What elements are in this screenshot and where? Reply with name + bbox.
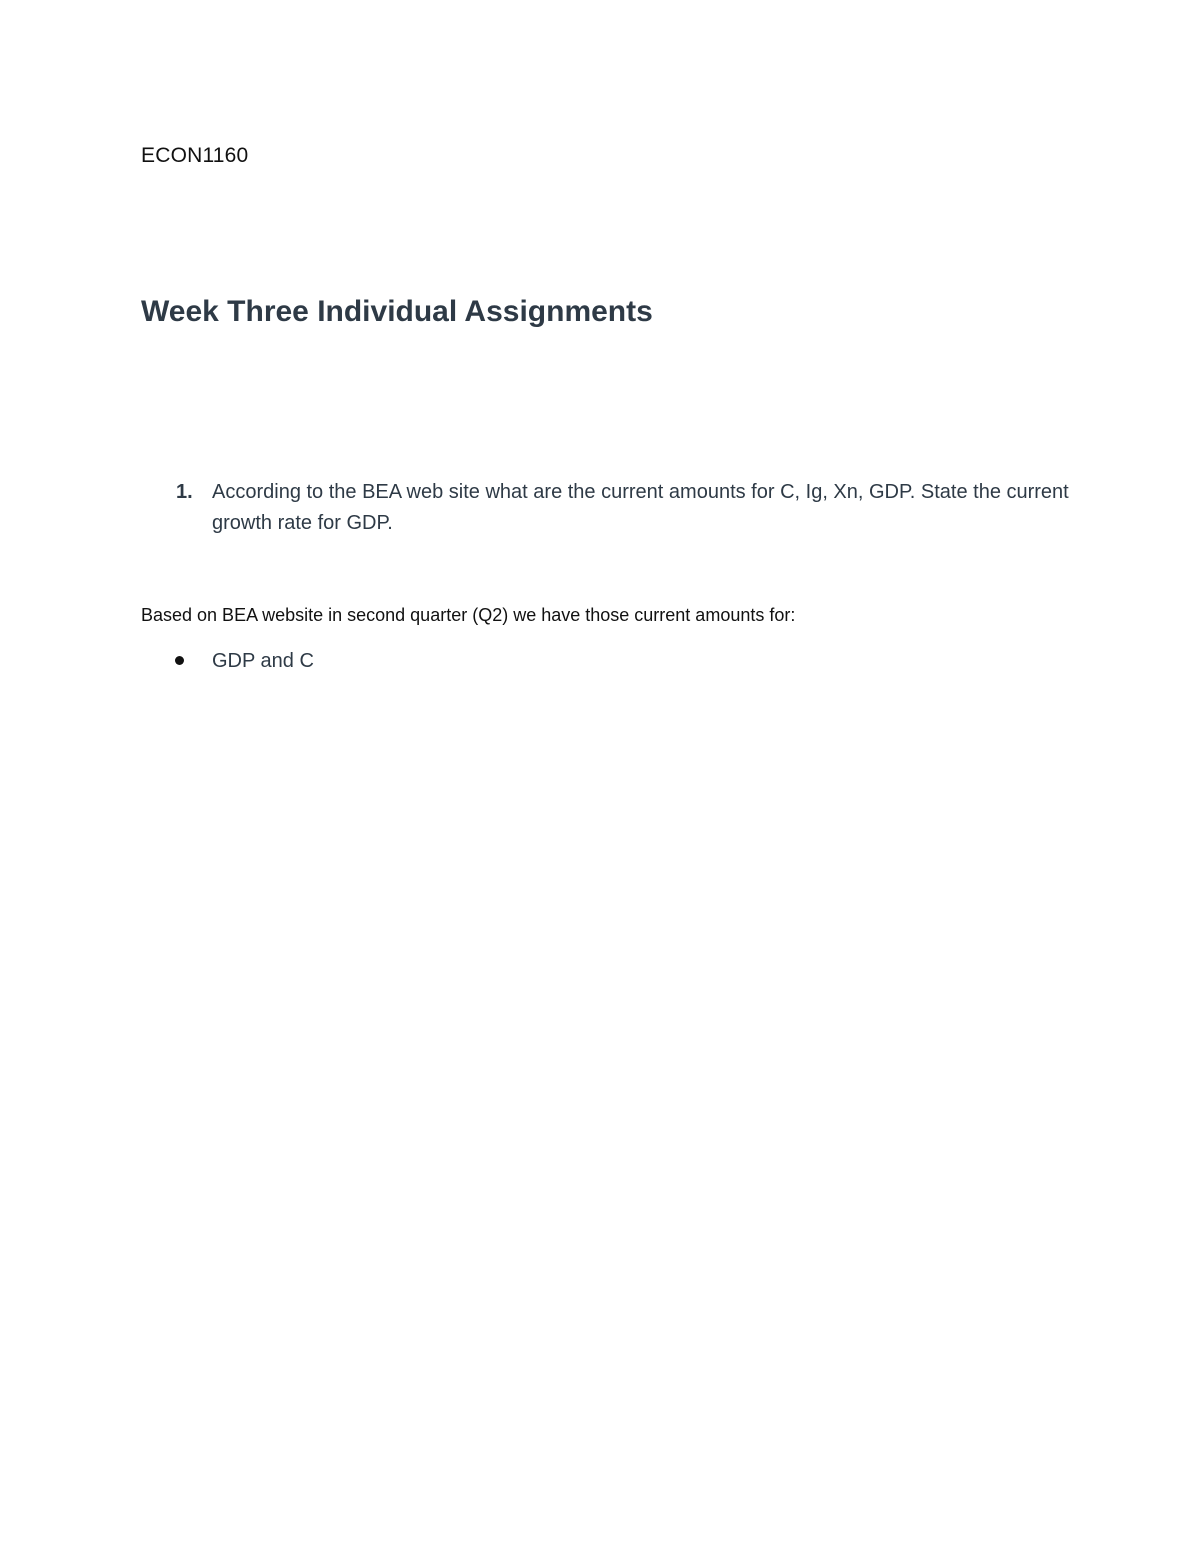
list-item <box>172 646 314 676</box>
course-code: ECON1160 <box>141 144 249 167</box>
question-1 <box>176 477 1076 539</box>
page-title: Week Three Individual Assignments <box>141 295 653 328</box>
bullet-list <box>172 646 314 676</box>
answer-intro: Based on BEA website in second quarter (Q2) we have those current amounts for: <box>141 605 796 625</box>
question-text: According to the BEA web site what are the current amounts for C, Ig, Xn, GDP. State the current growth rate for GDP. <box>212 481 1069 534</box>
bullet-icon <box>175 656 184 665</box>
question-number: 1. <box>176 481 193 503</box>
bullet-text: GDP and C <box>212 650 314 672</box>
